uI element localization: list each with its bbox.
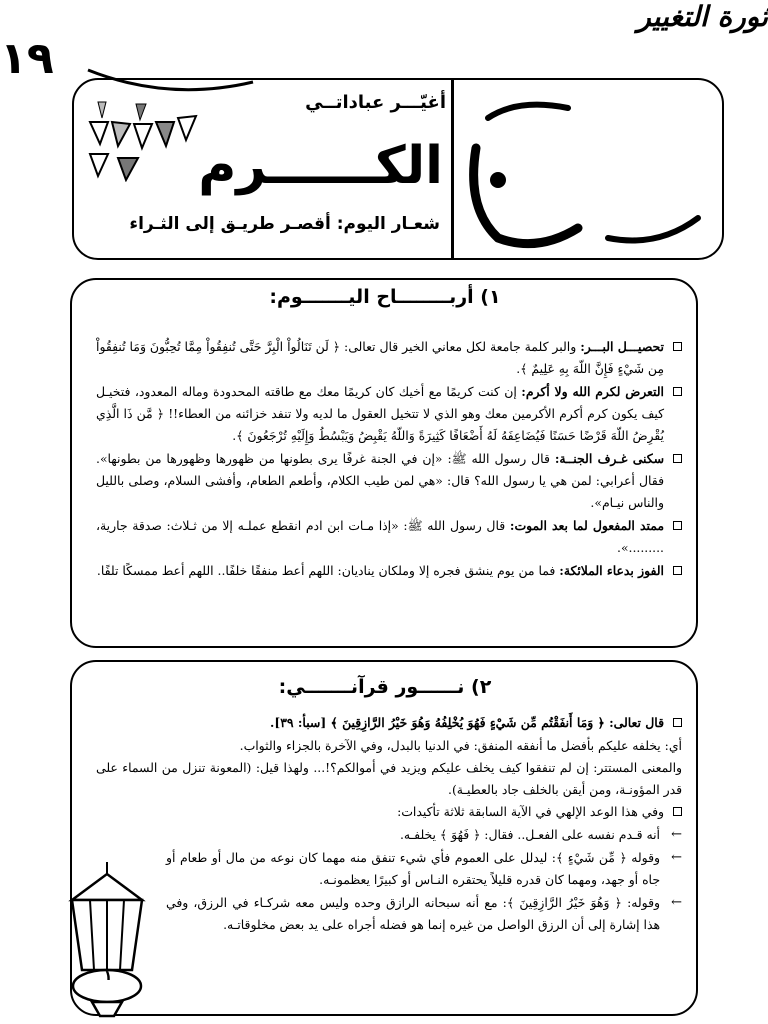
header-divider <box>451 78 454 260</box>
checkbox-bullet-icon <box>673 566 682 575</box>
arrow-left-icon: ← <box>671 895 682 910</box>
section-quran-content <box>96 712 682 937</box>
verse-line: قال تعالى: ﴿ وَمَا أَنفَقْتُم مِّن شَيْءٍ فَهُوَ يُخْلِفُهُ وَهُوَ خَيْرُ الرَّازِقِينَ ﴾ [سبأ: ٣٩]. <box>96 712 682 734</box>
promise-intro: وفي هذا الوعد الإلهي في الآية السابقة ثلاثة تأكيدات: <box>96 801 682 823</box>
arrow-left-icon: ← <box>671 850 682 865</box>
list-item: ← أنه قـدم نفسه على الفعـل.. فقال: ﴿ فَهُوَ ﴾ يخلفـه. <box>166 824 682 846</box>
page-title: الكــــــرم <box>198 136 443 196</box>
explanation-line: أي: يخلفه عليكم بأفضل ما أنفقه المنفق: في الدنيا بالبدل، وفي الآخرة بالجزاء والثواب. <box>239 738 682 753</box>
checkbox-bullet-icon <box>673 521 682 530</box>
campaign-logo-text: ثورة التغيير <box>637 0 768 33</box>
day-slogan: شعـار اليوم: أقصـر طريـق إلى الثـراء <box>129 214 440 234</box>
checkbox-bullet-icon <box>673 807 682 816</box>
arrow-left-icon: ← <box>671 827 682 842</box>
day-number: ١٩ <box>0 33 54 84</box>
section-quran-heading: ٢) نــــــور قرآنـــــــي: <box>278 676 492 698</box>
lantern-icon <box>52 860 162 1020</box>
page-number: ١ <box>103 968 113 984</box>
section-benefits-content <box>96 336 682 583</box>
explanation-line: والمعنى المستتر: إن لم تنفقوا كيف يخلف عليكم ويزيد في أموالكم؟!... ولهذا قيل: (المعونة تنزل من السماء على قدر المؤونـة، ومن أيقن بالخلف جاد بالعطيـة). <box>96 760 682 797</box>
ramadan-logo-icon <box>458 88 720 254</box>
checkbox-bullet-icon <box>673 342 682 351</box>
list-item: التعرض لكرم الله ولا أكرم: إن كنت كريمًا مع أخيك كان كريمًا معك مع طاقته المحدودة وماله المعدود، فتخيـل كيف يكون كرم أكرم الأكرمين معك وهو الذي لا تتخيل العقول ما لديه ولا تنفد خزائنه من العطاء!! ﴿ مَّن ذَا الَّذِي يُقْرِضُ اللّهَ قَرْضًا حَسَنًا فَيُضَاعِفَهُ لَهُ أَضْعَافًا كَثِيرَةً وَاللّهُ يَقْبِضُ وَيَبْسُطُ وَإِلَيْهِ تُرْجَعُونَ ﴾. <box>96 381 682 447</box>
checkbox-bullet-icon <box>673 454 682 463</box>
list-item: ← وقوله ﴿ مِّن شَيْءٍ ﴾: ليدلل على العموم فأي شيء تنفق منه مهما كان نوعه من مال أو طعام أو جاه أو جهد، ومهما كان قدره قليلاً يحتقره النـاس أو كبيرًا يعظمونـه. <box>166 847 682 891</box>
page-subtitle: أغيّـــر عباداتــي <box>305 92 446 113</box>
section-benefits-heading: ١) أربــــــــاح اليـــــــوم: <box>269 286 501 308</box>
list-item: ← وقوله: ﴿ وَهُوَ خَيْرُ الرَّازِقِينَ ﴾: مع أنه سبحانه الرازق وحده وليس معه شركـاء في الرزق، وفي هذا إشارة إلى أن الرزق الواصل من غيره إنما هو فضله أجراه على يد بعض مخلوقاتـه. <box>166 892 682 936</box>
checkbox-bullet-icon <box>673 387 682 396</box>
list-item: تحصيـــل البـــر: والبر كلمة جامعة لكل معاني الخير قال تعالى: ﴿ لَن تَنَالُواْ الْبِرَّ حَتَّى تُنفِقُواْ مِمَّا تُحِبُّونَ وَمَا تُنفِقُواْ مِن شَيْءٍ فَإِنَّ اللّهَ بِهِ عَلِيمٌ ﴾. <box>96 336 682 380</box>
list-item: الفوز بدعاء الملائكة: فما من يوم ينشق فجره إلا وملكان يناديان: اللهم أعط منفقًا خلفًا.. اللهم أعط ممسكًا تلفًا. <box>96 560 682 582</box>
list-item: ممتد المفعول لما بعد الموت: قال رسول الله ﷺ: «إذا مـات ابن ادم انقطع عملـه إلا من ثـلاث: صدقة جارية، .........». <box>96 515 682 559</box>
list-item: سكنى غـرف الجنــة: قال رسول الله ﷺ: «إن في الجنة غرفًا يرى بطونها من ظهورها وظهورها من بطونها». فقال أعرابي: لمن هي يا رسول الله؟ قال: «هي لمن طيب الكلام، وأطعم الطعام، وأفشى السلام، وصلى بالليل والناس نيـام». <box>96 448 682 514</box>
checkbox-bullet-icon <box>673 718 682 727</box>
